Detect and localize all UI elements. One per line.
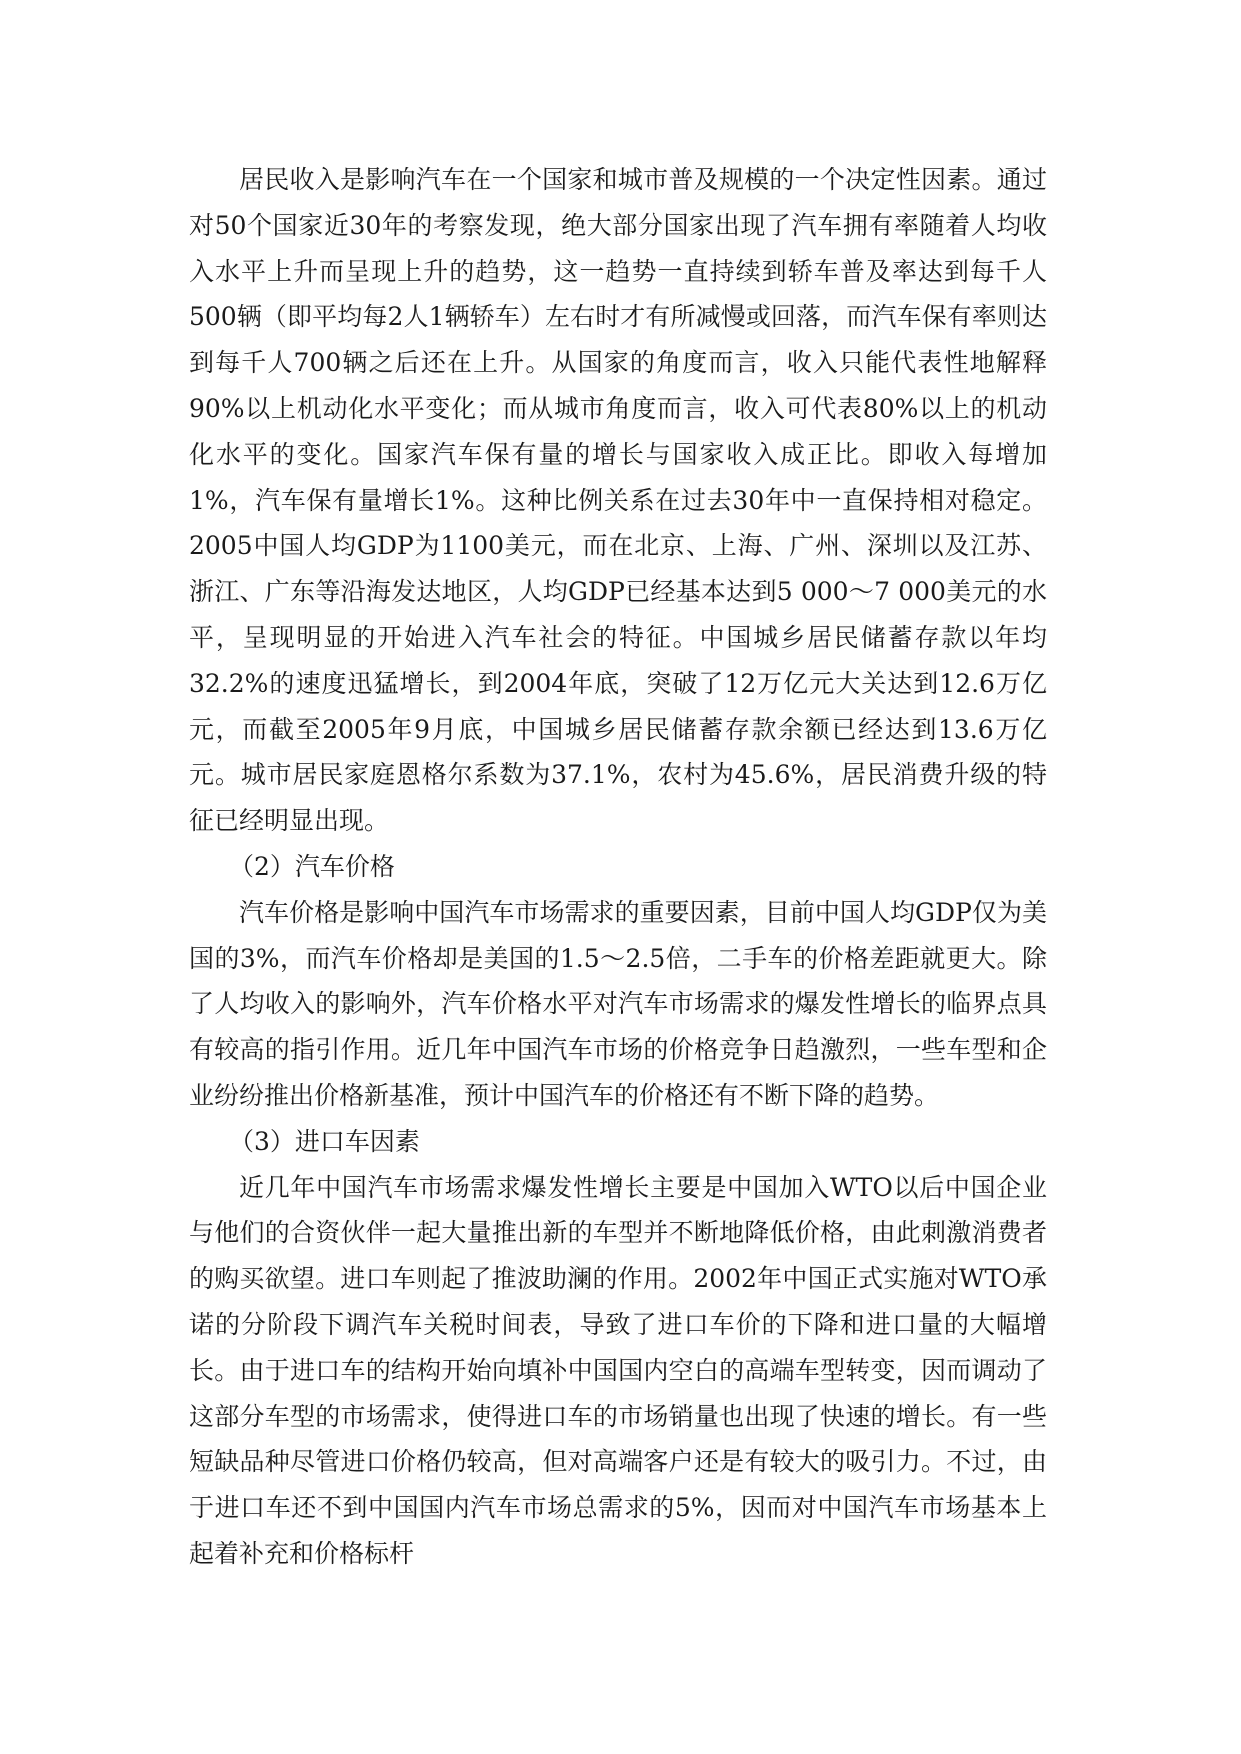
paragraph-car-price: 汽车价格是影响中国汽车市场需求的重要因素，目前中国人均GDP仅为美国的3%，而汽车价格却是美国的1.5～2.5倍，二手车的价格差距就更大。除了人均收入的影响外，汽车价格水平对汽车市场需求的爆发性增长的临界点具有较高的指引作用。近几年中国汽车市场的价格竞争日趋激烈，一些车型和企业纷纷推出价格新基准，预计中国汽车的价格还有不断下降的趋势。	[189, 897, 1047, 1110]
heading-car-price: （2）汽车价格	[229, 851, 395, 881]
paragraph-income: 居民收入是影响汽车在一个国家和城市普及规模的一个决定性因素。通过对50个国家近30年的考察发现，绝大部分国家出现了汽车拥有率随着人均收入水平上升而呈现上升的趋势，这一趋势一直持续到轿车普及率达到每千人500辆（即平均每2人1辆轿车）左右时才有所减慢或回落，而汽车保有率则达到每千人700辆之后还在上升。从国家的角度而言，收入只能代表性地解释90%以上机动化水平变化；而从城市角度而言，收入可代表80%以上的机动化水平的变化。国家汽车保有量的增长与国家收入成正比。即收入每增加1%，汽车保有量增长1%。这种比例关系在过去30年中一直保持相对稳定。2005中国人均GDP为1100美元，而在北京、上海、广州、深圳以及江苏、浙江、广东等沿海发达地区，人均GDP已经基本达到5 000～7 000美元的水平，呈现明显的开始进入汽车社会的特征。中国城乡居民储蓄存款以年均32.2%的速度迅猛增长，到2004年底，突破了12万亿元大关达到12.6万亿元，而截至2005年9月底，中国城乡居民储蓄存款余额已经达到13.6万亿元。城市居民家庭恩格尔系数为37.1%，农村为45.6%，居民消费升级的特征已经明显出现。	[189, 165, 1047, 836]
heading-imported-cars: （3）进口车因素	[229, 1126, 420, 1156]
document-page	[189, 157, 1047, 1577]
paragraph-imported-cars: 近几年中国汽车市场需求爆发性增长主要是中国加入WTO以后中国企业与他们的合资伙伴一起大量推出新的车型并不断地降低价格，由此刺激消费者的购买欲望。进口车则起了推波助澜的作用。2002年中国正式实施对WTO承诺的分阶段下调汽车关税时间表，导致了进口车价的下降和进口量的大幅增长。由于进口车的结构开始向填补中国国内空白的高端车型转变，因而调动了这部分车型的市场需求，使得进口车的市场销量也出现了快速的增长。有一些短缺品种尽管进口价格仍较高，但对高端客户还是有较大的吸引力。不过，由于进口车还不到中国国内汽车市场总需求的5%，因而对中国汽车市场基本上起着补充和价格标杆	[189, 1172, 1047, 1568]
